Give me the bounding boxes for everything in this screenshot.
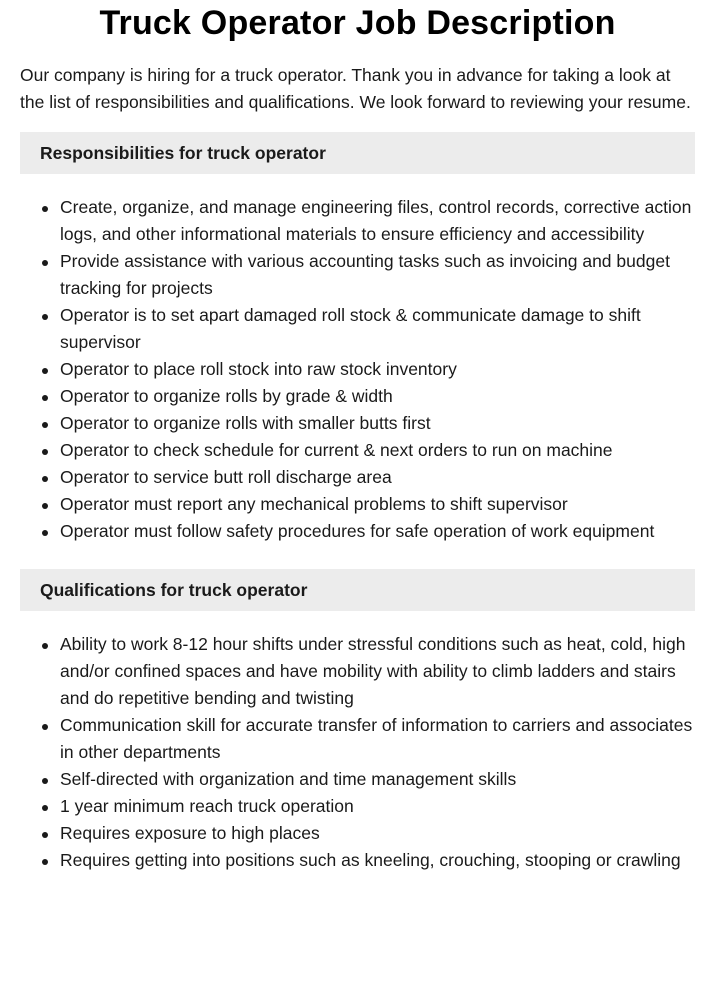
list-item: Operator to organize rolls with smaller butts first [60,410,695,437]
list-item: Operator must follow safety procedures for safe operation of work equipment [60,518,695,545]
list-item: Provide assistance with various accounting tasks such as invoicing and budget tracking for projects [60,248,695,302]
list-item: Operator to place roll stock into raw stock inventory [60,356,695,383]
list-item: Requires exposure to high places [60,820,695,847]
page-title: Truck Operator Job Description [99,4,616,42]
list-item: Communication skill for accurate transfer of information to carriers and associates in other departments [60,712,695,766]
list-item: Operator must report any mechanical problems to shift supervisor [60,491,695,518]
list-item: 1 year minimum reach truck operation [60,793,695,820]
responsibilities-heading: Responsibilities for truck operator [20,132,695,174]
intro-paragraph: Our company is hiring for a truck operator. Thank you in advance for taking a look at the list of responsibilities and qualifications. We look forward to reviewing your resume. [20,65,691,112]
list-item: Operator to organize rolls by grade & width [60,383,695,410]
list-item: Create, organize, and manage engineering files, control records, corrective action logs, and other informational materials to ensure efficiency and accessibility [60,194,695,248]
list-item: Operator is to set apart damaged roll stock & communicate damage to shift supervisor [60,302,695,356]
list-item: Operator to check schedule for current & next orders to run on machine [60,437,695,464]
list-item: Requires getting into positions such as kneeling, crouching, stooping or crawling [60,847,695,874]
qualifications-list [20,631,695,874]
list-item: Self-directed with organization and time management skills [60,766,695,793]
list-item: Operator to service butt roll discharge area [60,464,695,491]
responsibilities-list [20,194,695,545]
list-item: Ability to work 8-12 hour shifts under stressful conditions such as heat, cold, high and/or confined spaces and have mobility with ability to climb ladders and stairs and do repetitive bending and twisting [60,631,695,712]
qualifications-heading: Qualifications for truck operator [20,569,695,611]
